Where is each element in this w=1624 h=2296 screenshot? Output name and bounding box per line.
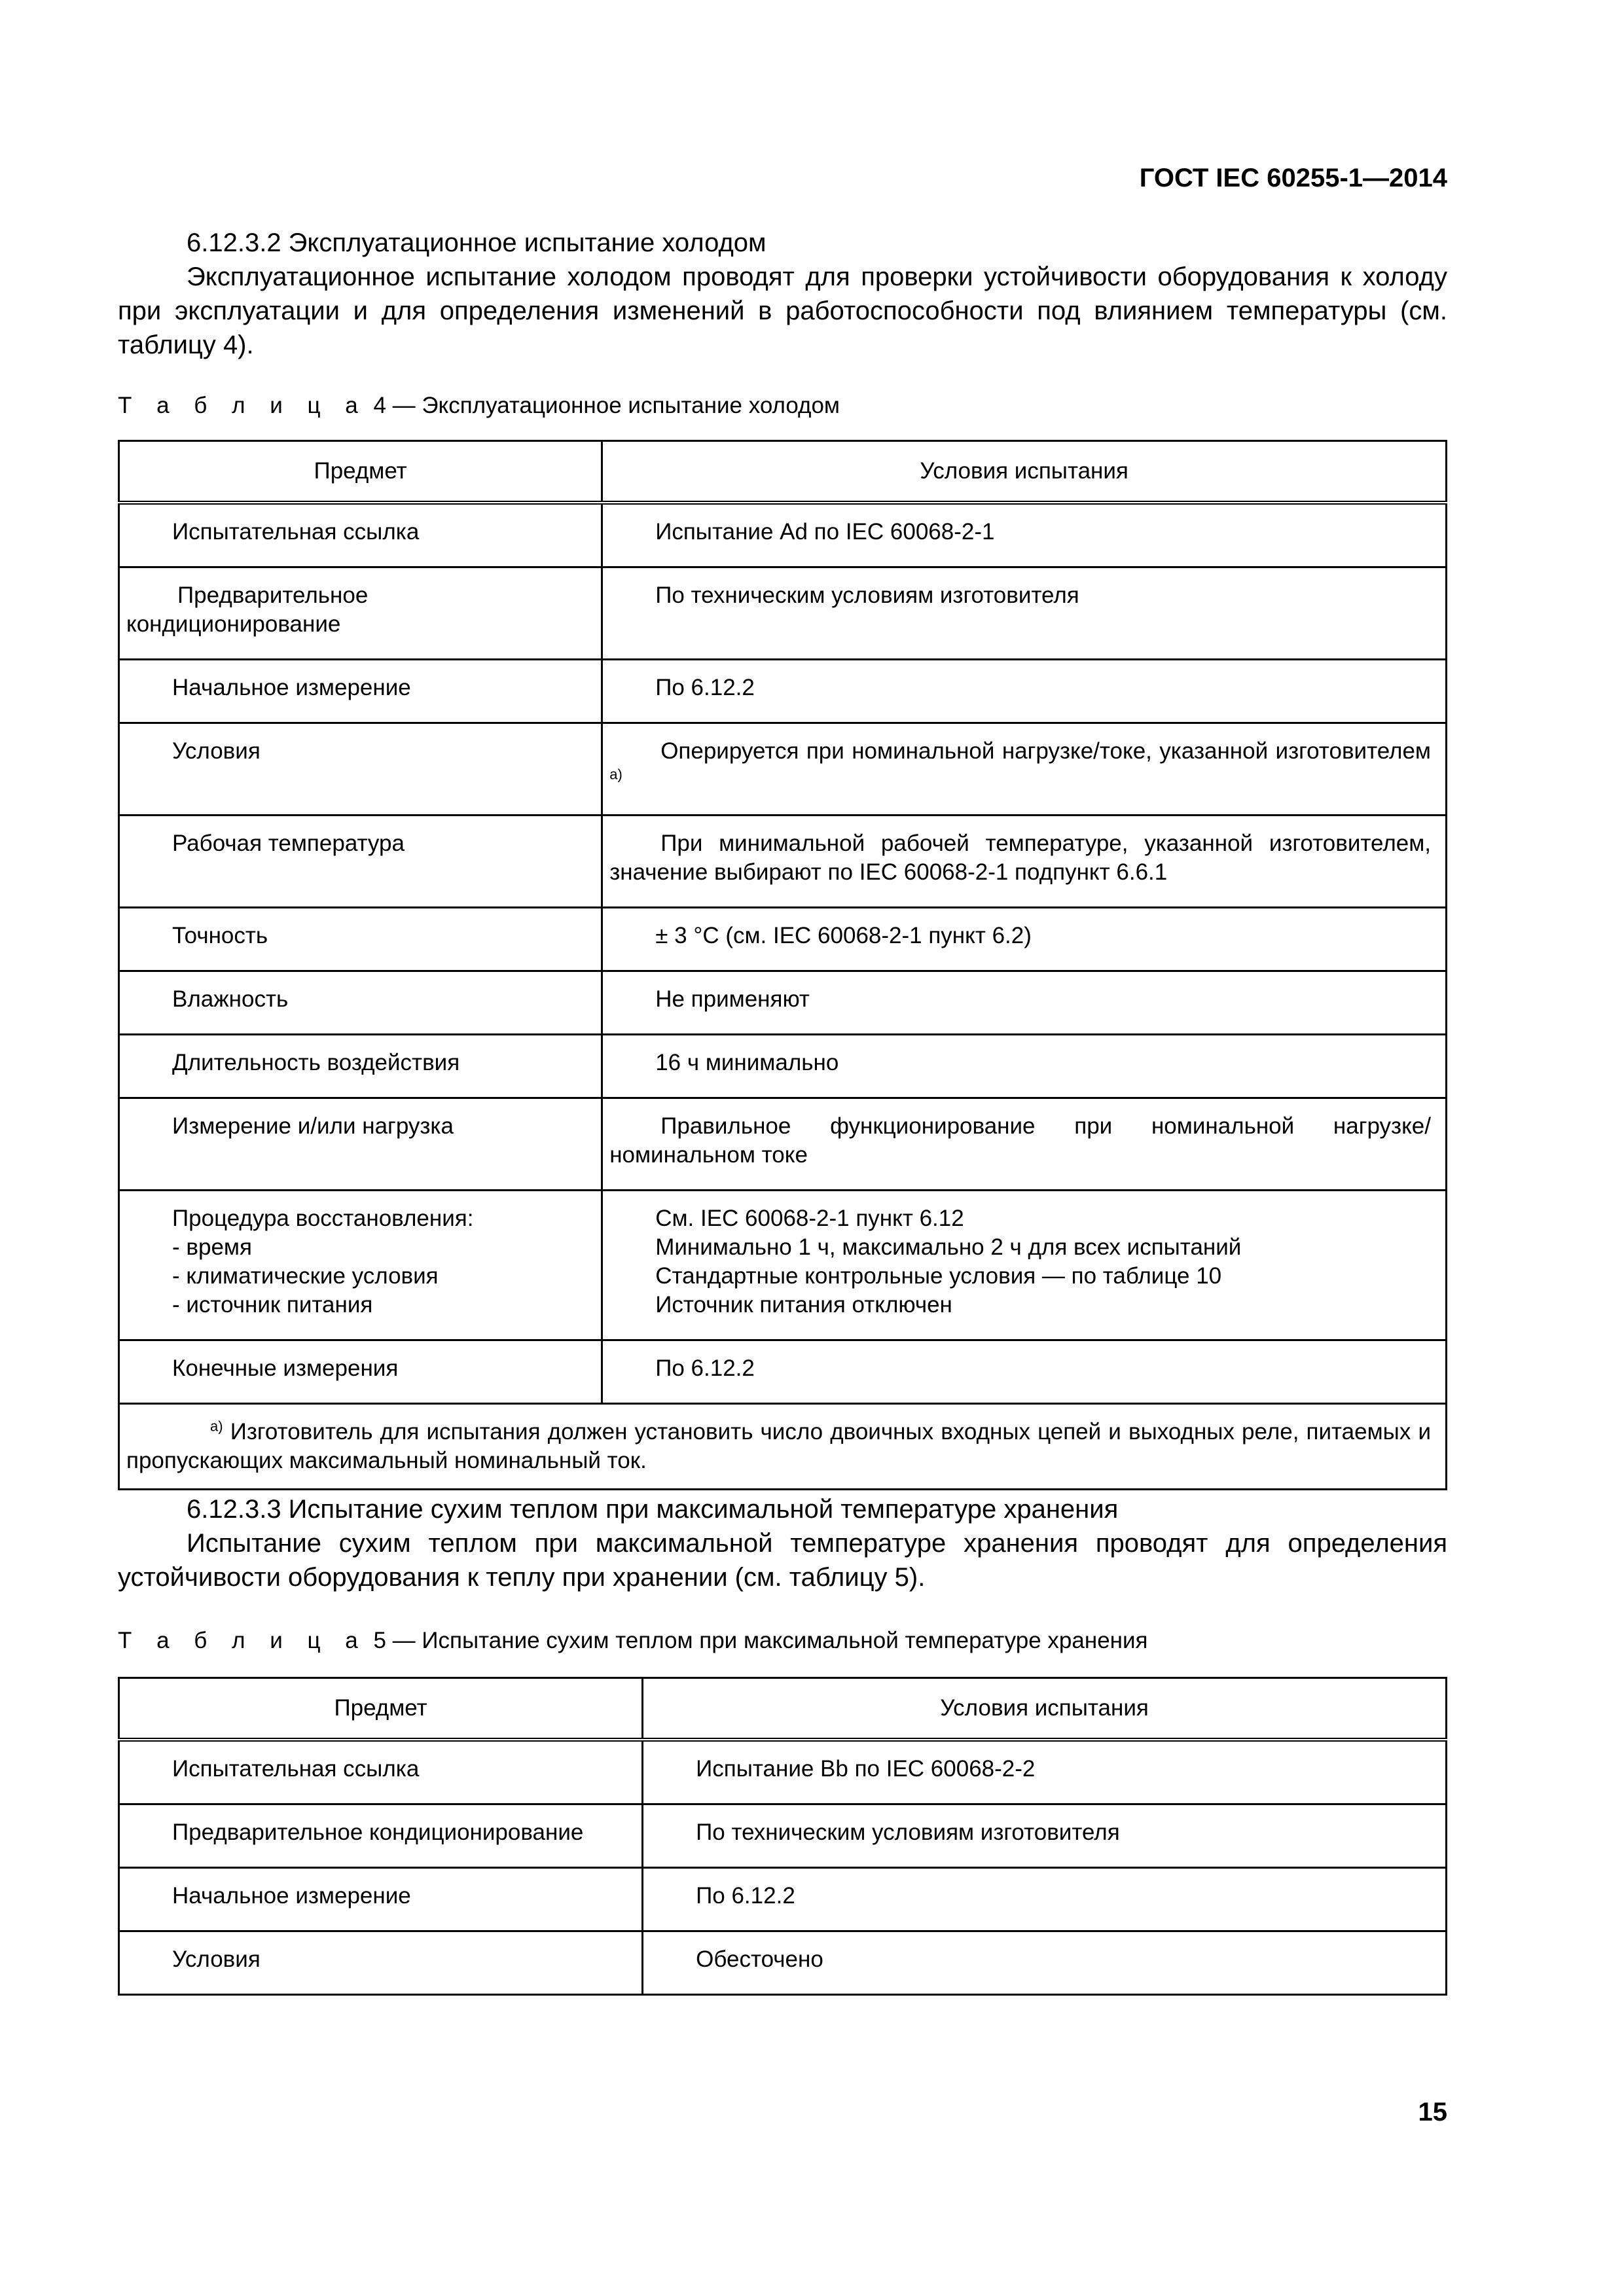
recovery-sub-item: - климатические условия [172,1263,439,1289]
column-header-conditions: Условия испытания [643,1678,1447,1740]
table-footnote [119,1404,1447,1490]
page-number: 15 [1418,2098,1447,2126]
section-text-6-12-3-3: Испытание сухим теплом при максимальной температуре хранения проводят для определения устойчивости оборудования к теплу при хранении (см. таблицу 5). [118,1529,1447,1592]
row-item: Условия [119,1931,643,1995]
row-item [119,1191,602,1340]
table-4-caption-title: 4 — Эксплуатационное испытание холодом [367,393,840,418]
row-item: Предварительное кондиционирование [119,1804,643,1868]
row-item: Измерение и/или нагрузка [119,1098,602,1191]
table-row [119,1098,1447,1191]
footnote-text: Изготовитель для испытания должен установить число двоичных входных цепей и выходных реле, питаемых и пропускающих максимальный номинальный ток. [126,1419,1431,1473]
table-row [119,503,1447,567]
table-row [119,723,1447,816]
row-item: Рабочая температура [119,816,602,908]
row-item: Конечные измерения [119,1340,602,1404]
recovery-condition: Источник питания отключен [655,1292,952,1318]
section-heading-6-12-3-2: 6.12.3.2 Эксплуатационное испытание холодом [187,228,767,257]
table-row [119,971,1447,1035]
recovery-sub-item: - источник питания [172,1292,373,1318]
row-condition: Обесточено [643,1931,1447,1995]
row-condition [602,723,1447,816]
table-header-row [119,1678,1447,1740]
row-condition: Правильное функционирование при номинальной нагрузке/ номинальном токе [602,1098,1447,1191]
row-condition: По 6.12.2 [643,1868,1447,1931]
table-row [119,1868,1447,1931]
recovery-sub-item: - время [172,1234,252,1260]
row-condition [602,1191,1447,1340]
table-footnote-row [119,1404,1447,1490]
row-condition: Испытание Bb по IEC 60068-2-2 [643,1740,1447,1804]
section-text-6-12-3-2: Эксплуатационное испытание холодом проводят для проверки устойчивости оборудования к холоду при эксплуатации и для определения изменений в работоспособности под влиянием температуры (см. таблицу 4). [118,262,1447,359]
document-code-header: ГОСТ IEC 60255-1—2014 [1139,164,1447,192]
row-condition-text: Оперируется при номинальной нагрузке/токе, указанной изготовителем [660,738,1431,764]
table-row [119,816,1447,908]
recovery-title: Процедура восстановления: [172,1206,474,1231]
table-row [119,567,1447,660]
table-row [119,1340,1447,1404]
row-item: Точность [119,908,602,971]
row-condition: Испытание Ad по IEC 60068-2-1 [602,503,1447,567]
table-4-caption-prefix: Т а б л и ц а [118,393,367,418]
table-4 [118,440,1447,1490]
table-row [119,1804,1447,1868]
section-heading-6-12-3-3: 6.12.3.3 Испытание сухим теплом при максимальной температуре хранения [187,1495,1119,1524]
column-header-conditions: Условия испытания [602,441,1447,503]
table-row [119,1931,1447,1995]
recovery-condition: Стандартные контрольные условия — по таблице 10 [655,1263,1222,1289]
row-item: Испытательная ссылка [119,1740,643,1804]
table-row [119,908,1447,971]
row-condition: При минимальной рабочей температуре, указанной изготовителем, значение выбирают по IEC 60068-2-1 подпункт 6.6.1 [602,816,1447,908]
row-item: Испытательная ссылка [119,503,602,567]
row-condition: По 6.12.2 [602,1340,1447,1404]
column-header-item: Предмет [119,441,602,503]
row-condition: Не применяют [602,971,1447,1035]
table-5-caption-title: 5 — Испытание сухим теплом при максимальной температуре хранения [367,1628,1148,1653]
row-item: Условия [119,723,602,816]
table-row [119,1035,1447,1098]
table-row [119,660,1447,723]
footnote-mark: а) [210,1418,223,1435]
table-5-caption [118,1628,1148,1654]
row-item: Предварительное кондиционирование [119,567,602,660]
row-item: Начальное измерение [119,660,602,723]
footnote-reference: а) [609,766,623,783]
table-4-caption [118,393,840,419]
recovery-condition: Минимально 1 ч, максимально 2 ч для всех испытаний [655,1234,1242,1260]
row-condition: По 6.12.2 [602,660,1447,723]
row-condition: ± 3 °С (см. IEC 60068-2-1 пункт 6.2) [602,908,1447,971]
table-header-row [119,441,1447,503]
recovery-condition: См. IEC 60068-2-1 пункт 6.12 [655,1206,964,1231]
row-item: Влажность [119,971,602,1035]
row-condition: 16 ч минимально [602,1035,1447,1098]
row-condition: По техническим условиям изготовителя [643,1804,1447,1868]
table-5-caption-prefix: Т а б л и ц а [118,1628,367,1653]
row-condition: По техническим условиям изготовителя [602,567,1447,660]
column-header-item: Предмет [119,1678,643,1740]
table-row-recovery [119,1191,1447,1340]
table-row [119,1740,1447,1804]
row-item: Начальное измерение [119,1868,643,1931]
row-item: Длительность воздействия [119,1035,602,1098]
table-5 [118,1677,1447,1996]
